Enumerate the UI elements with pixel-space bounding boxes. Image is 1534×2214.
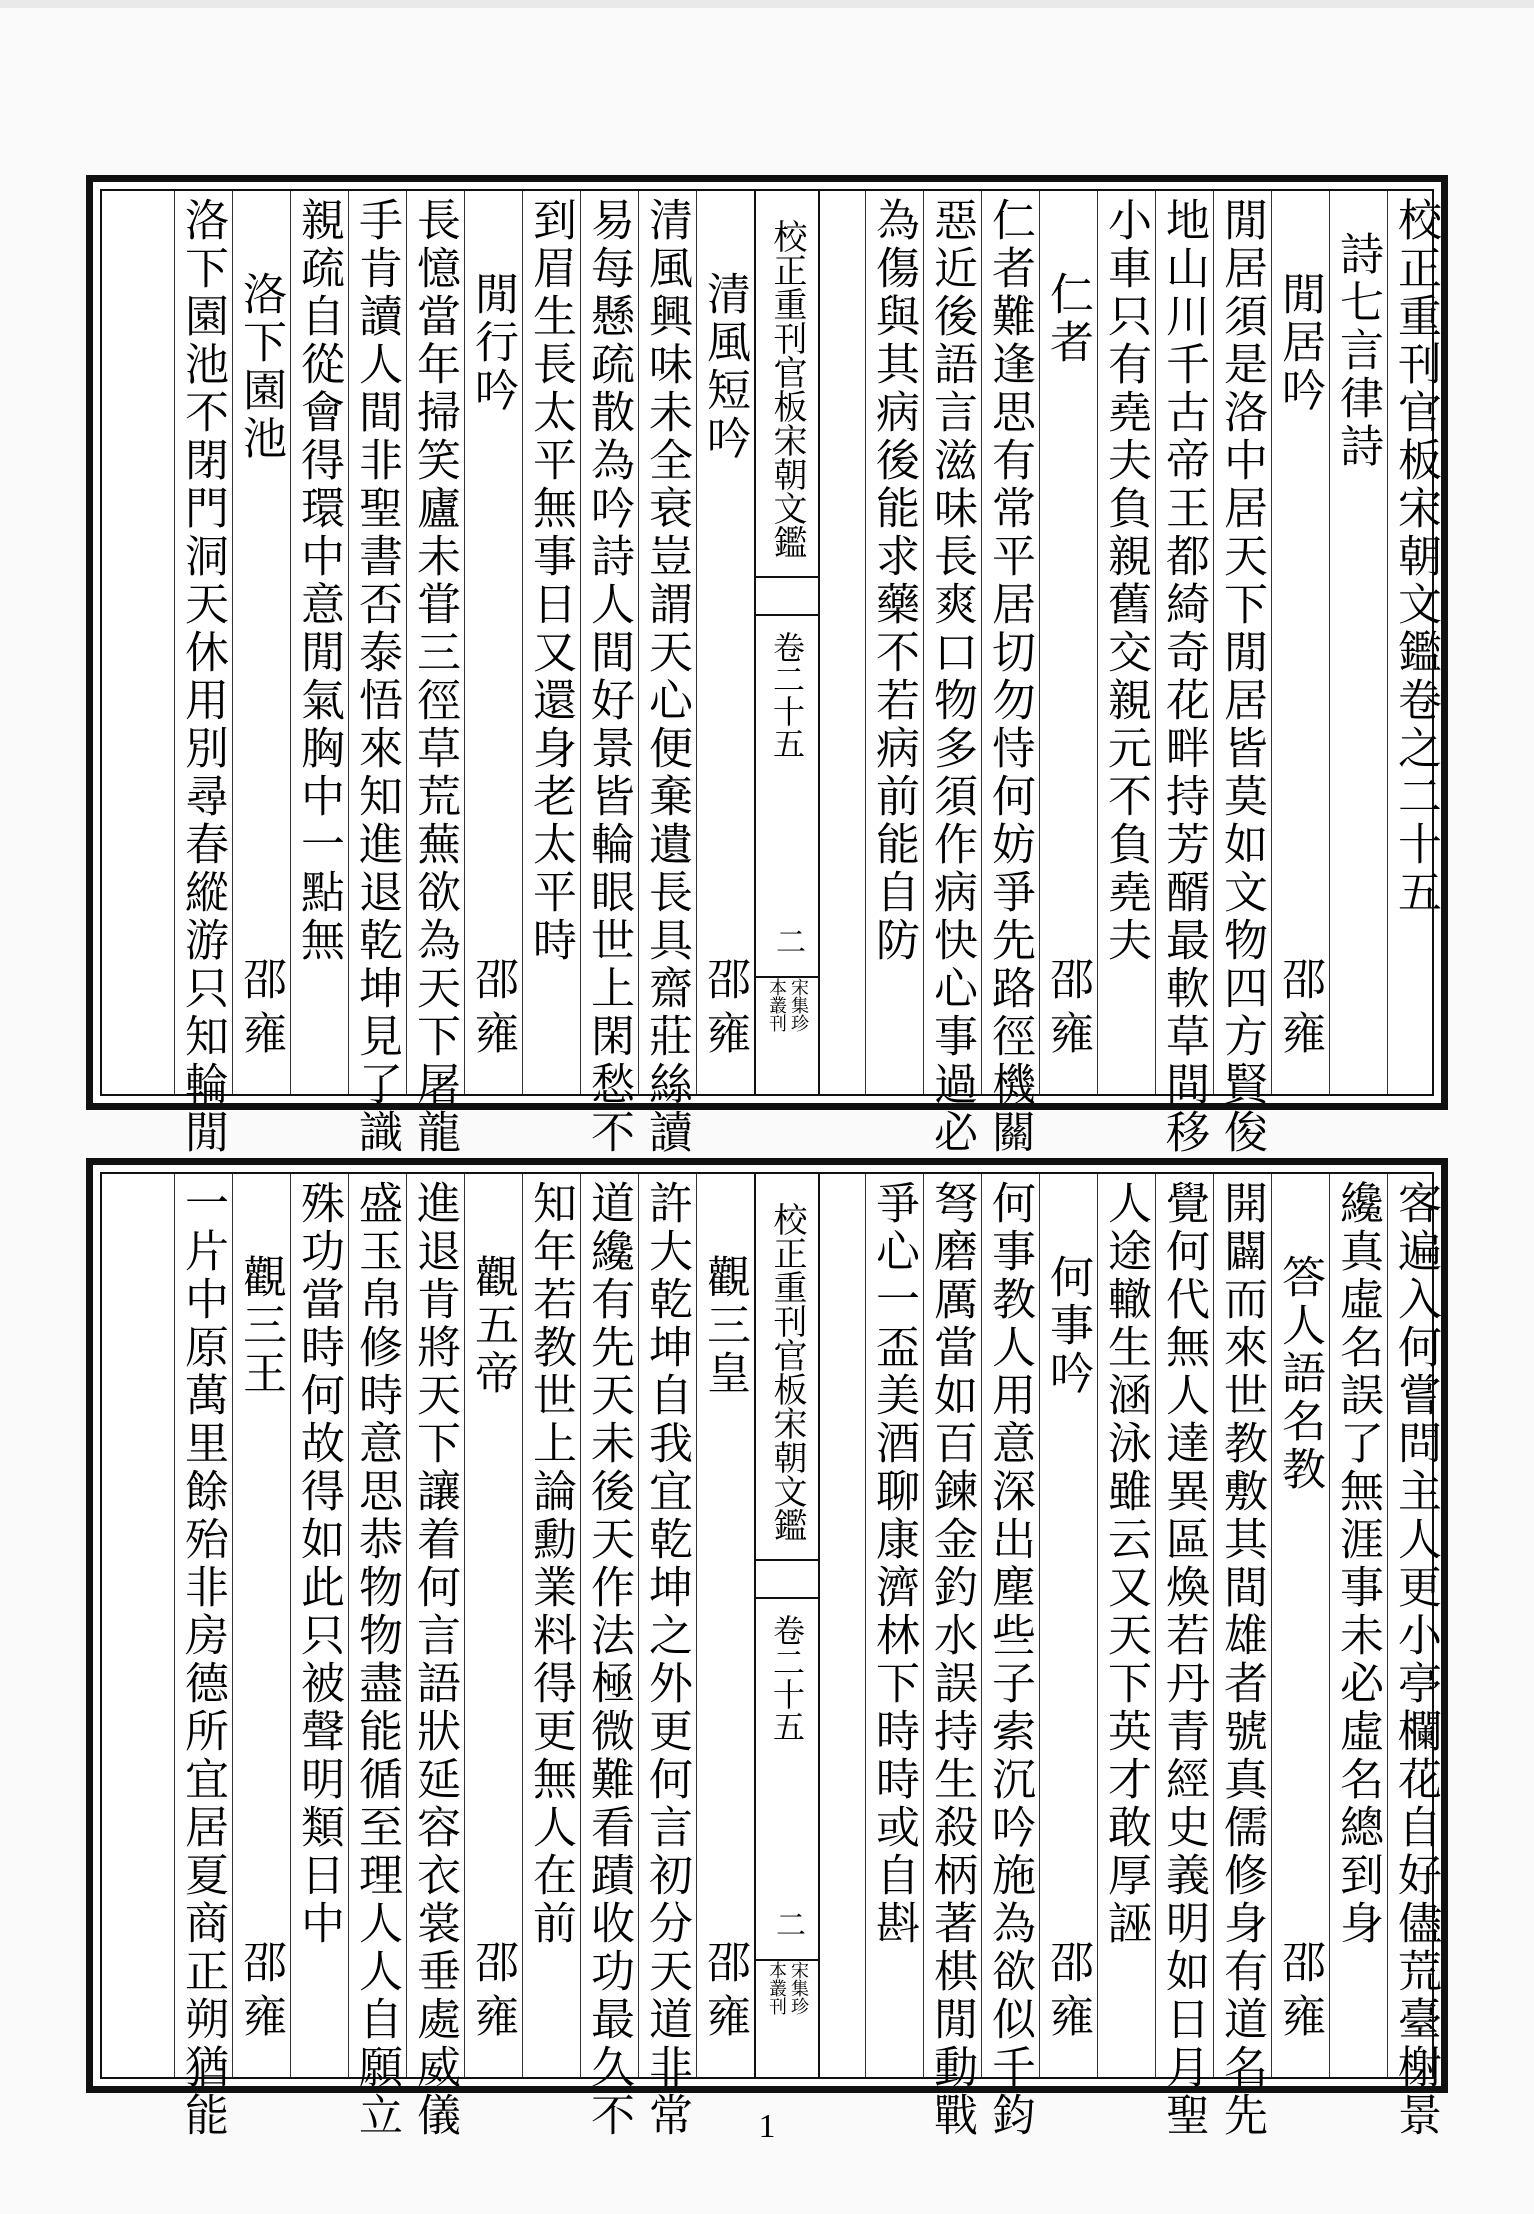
center-column xyxy=(754,191,820,1094)
center-page-number: 二 xyxy=(770,1909,805,1939)
text-column: 開闢而來世教敷其間雄者號真儒修身有道名先 xyxy=(1213,1174,1267,2077)
text-column: 答人語名教 邵雍 xyxy=(1271,1174,1325,2077)
author-name: 邵雍 xyxy=(235,1939,286,2047)
page-number: 1 xyxy=(758,2108,776,2145)
author-name: 邵雍 xyxy=(1274,956,1325,1064)
text-column: 殊功當時何故得如此只被聲明類日中 xyxy=(290,1174,344,2077)
center-column xyxy=(754,1174,820,2077)
text-column: 為傷與其病後能求藥不若病前能自防 xyxy=(865,191,919,1094)
text-column: 觀三皇 邵雍 xyxy=(696,1174,750,2077)
text-column: 客遍入何嘗問主人更小亭欄花自好儘荒臺榭景 xyxy=(1387,1174,1441,2077)
text-column: 進退肯將天下讓着何言語狀延容衣裳垂處威儀 xyxy=(406,1174,460,2077)
text-column: 道纔有先天未後天作法極微難看蹟收功最久不 xyxy=(580,1174,634,2077)
text-column: 地山川千古帝王都綺奇花畔持芳醑最軟草間移 xyxy=(1155,191,1209,1094)
center-book-title: 校正重刊官板宋朝文鑑 xyxy=(767,219,807,559)
leaf-top xyxy=(86,175,1448,1157)
text-column: 觀三王 邵雍 xyxy=(232,1174,286,2077)
series-label xyxy=(756,976,818,1098)
author-name: 邵雍 xyxy=(1274,1939,1325,2047)
series-label-line1: 宋集珍 xyxy=(788,1961,809,2015)
series-label-line1: 宋集珍 xyxy=(788,978,809,1032)
center-volume: 卷二十五 xyxy=(768,1614,806,1742)
text-column: 閒行吟 邵雍 xyxy=(464,191,518,1094)
fish-tail-mark xyxy=(756,576,818,616)
author-name: 邵雍 xyxy=(467,956,518,1064)
author-name: 邵雍 xyxy=(467,1939,518,2047)
text-column: 惡近後語言滋味長爽口物多須作病快心事過必 xyxy=(923,191,977,1094)
author-name: 邵雍 xyxy=(699,956,750,1064)
text-column: 盛玉帛修時意思恭物物盡能循至理人人自願立 xyxy=(348,1174,402,2077)
text-column: 知年若教世上論勳業料得更無人在前 xyxy=(522,1174,576,2077)
leaf-bottom-frame xyxy=(100,1172,1441,2140)
text-column: 易每懸疏散為吟詩人間好景皆輪眼世上閑愁不 xyxy=(580,191,634,1094)
fish-tail-mark xyxy=(756,1559,818,1599)
center-book-title: 校正重刊官板宋朝文鑑 xyxy=(767,1202,807,1542)
text-column: 手肯讀人間非聖書否泰悟來知進退乾坤見了識 xyxy=(348,191,402,1094)
text-column: 校正重刊官板宋朝文鑑卷之二十五 xyxy=(1387,191,1441,1094)
text-column: 何事教人用意深出塵些子索沉吟施為欲似千鈞 xyxy=(981,1174,1035,2077)
text-column: 洛下園池不閉門洞天休用別尋春縱游只知輪閒 xyxy=(174,191,228,1094)
text-column: 詩七言律詩 xyxy=(1329,191,1383,1094)
text-column: 爭心一盃美酒聊康濟林下時時或自斟 xyxy=(865,1174,919,2077)
text-column: 許大乾坤自我宜乾坤之外更何言初分天道非常 xyxy=(638,1174,692,2077)
author-name: 邵雍 xyxy=(1042,956,1093,1064)
text-column: 人途轍生涵泳雖云又天下英才敢厚誣 xyxy=(1097,1174,1151,2077)
text-column: 清風興味未全衰豈謂天心便棄遺長具齋莊絲讀 xyxy=(638,191,692,1094)
leaf-bottom xyxy=(86,1158,1448,2140)
text-column: 覺何代無人達異區煥若丹青經史義明如日月聖 xyxy=(1155,1174,1209,2077)
text-column: 親疏自從會得環中意閒氣胸中一點無 xyxy=(290,191,344,1094)
text-column: 長憶當年掃笑廬未甞三徑草荒蕪欲為天下屠龍 xyxy=(406,191,460,1094)
author-name: 邵雍 xyxy=(1042,1939,1093,2047)
text-column: 一片中原萬里餘殆非房德所宜居夏商正朔猶能 xyxy=(174,1174,228,2077)
text-column: 仁者 邵雍 xyxy=(1039,191,1093,1094)
center-volume: 卷二十五 xyxy=(768,631,806,759)
center-page-number: 二 xyxy=(770,926,805,956)
text-column: 小車只有堯夫負親舊交親元不負堯夫 xyxy=(1097,191,1151,1094)
author-name: 邵雍 xyxy=(235,956,286,1064)
series-label-line2: 本叢刊 xyxy=(766,1961,787,2015)
series-label xyxy=(756,1959,818,2081)
text-column: 到眉生長太平無事日又還身老太平時 xyxy=(522,191,576,1094)
text-column: 清風短吟 邵雍 xyxy=(696,191,750,1094)
series-label-line2: 本叢刊 xyxy=(766,978,787,1032)
text-column: 洛下園池 邵雍 xyxy=(232,191,286,1094)
scan-top-edge xyxy=(0,0,1534,8)
author-name: 邵雍 xyxy=(699,1939,750,2047)
text-column: 仁者難逢思有常平居切勿恃何妨爭先路徑機關 xyxy=(981,191,1035,1094)
text-column: 觀五帝 邵雍 xyxy=(464,1174,518,2077)
text-column: 閒居吟 邵雍 xyxy=(1271,191,1325,1094)
text-column: 何事吟 邵雍 xyxy=(1039,1174,1093,2077)
text-column: 弩磨厲當如百鍊金釣水誤持生殺柄著棋閒動戰 xyxy=(923,1174,977,2077)
leaf-top-frame xyxy=(100,189,1441,1157)
text-column: 閒居須是洛中居天下閒居皆莫如文物四方賢俊 xyxy=(1213,191,1267,1094)
text-column: 纔真虛名誤了無涯事未必虛名總到身 xyxy=(1329,1174,1383,2077)
